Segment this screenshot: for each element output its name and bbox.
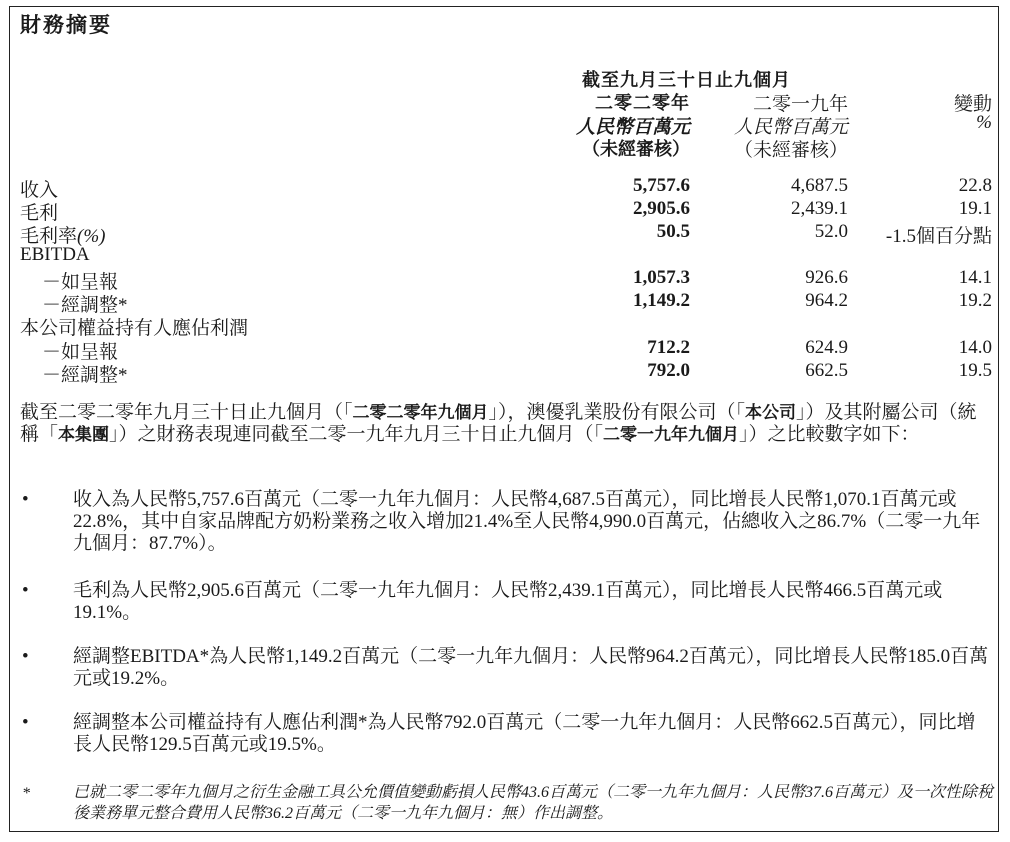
value-change: 14.0	[958, 337, 992, 358]
value-change: 19.2	[958, 290, 992, 311]
value-change: 14.1	[958, 267, 992, 288]
row-label: 毛利	[20, 203, 59, 224]
row-label: －經調整*	[42, 365, 128, 386]
value-2019: 662.5	[805, 360, 848, 381]
intro-bold: 本集團	[58, 425, 110, 445]
col-change-title: 變動	[953, 94, 992, 115]
table-row	[20, 221, 992, 247]
value-2019: 926.6	[805, 267, 848, 288]
table-row	[20, 290, 992, 316]
intro-paragraph	[20, 402, 995, 446]
table-row	[20, 360, 992, 386]
bullet-ebitda: 經調整EBITDA*為人民幣1,149.2百萬元（二零一九年九個月：人民幣964.2百萬元），同比增長人民幣185.0百萬元或19.2%。	[73, 646, 989, 689]
value-change: 22.8	[958, 175, 992, 196]
row-label-text: 毛利率	[20, 226, 78, 247]
intro-bold: 二零一九年九個月	[603, 425, 740, 445]
row-label: 本公司權益持有人應佔利潤	[20, 318, 249, 339]
value-2019: 4,687.5	[791, 175, 848, 196]
row-label: 收入	[20, 180, 59, 201]
page-title: 財務摘要	[20, 13, 112, 37]
bullet-marker: •	[22, 489, 29, 510]
intro-text: 」），澳優乳業股份有限公司（「	[488, 402, 746, 423]
value-2019: 964.2	[805, 290, 848, 311]
period-header: 截至九月三十日止九個月	[582, 70, 791, 91]
row-label: EBITDA	[20, 244, 90, 265]
value-2020: 792.0	[647, 360, 690, 381]
col-2019-unit: 人民幣百萬元	[733, 117, 848, 138]
bullet-marker: •	[22, 580, 29, 601]
table-row	[20, 337, 992, 363]
col-2019-note: （未經審核）	[733, 140, 848, 161]
intro-text: 」）之比較數字如下：	[739, 424, 920, 445]
bullet-gross-profit: 毛利為人民幣2,905.6百萬元（二零一九年九個月：人民幣2,439.1百萬元），同比增長人民幣466.5百萬元或19.1%。	[73, 580, 943, 623]
col-2020-unit: 人民幣百萬元	[575, 117, 690, 138]
intro-text: 」）及其附屬公司（統稱「	[20, 402, 977, 445]
bullet-profit: 經調整本公司權益持有人應佔利潤*為人民幣792.0百萬元（二零一九年九個月：人民幣662.5百萬元），同比增長人民幣129.5百萬元或19.5%。	[73, 712, 976, 755]
col-2020-note: （未經審核）	[582, 139, 690, 160]
table-row	[20, 267, 992, 293]
table-row	[20, 313, 992, 339]
value-change: 19.5	[958, 360, 992, 381]
table-row	[20, 198, 992, 224]
intro-text: 」）之財務表現連同截至二零一九年九月三十日止九個月（「	[109, 424, 604, 445]
table-row	[20, 175, 992, 201]
value-2020: 5,757.6	[633, 175, 690, 196]
value-2020: 50.5	[656, 221, 690, 242]
intro-bold: 二零二零年九個月	[352, 403, 489, 423]
footnote-marker: *	[22, 785, 30, 802]
value-change: 19.1	[958, 198, 992, 219]
value-2019: 52.0	[814, 221, 848, 242]
row-label: －如呈報	[42, 272, 119, 293]
value-2020: 712.2	[647, 337, 690, 358]
bullet-marker: •	[22, 712, 29, 733]
row-label-suffix: (%)	[77, 226, 106, 247]
intro-text: 截至二零二零年九月三十日止九個月（「	[20, 402, 353, 423]
value-2019: 624.9	[805, 337, 848, 358]
col-2019-year: 二零一九年	[752, 94, 848, 115]
row-label: －如呈報	[42, 342, 119, 363]
value-2020: 1,149.2	[633, 290, 690, 311]
row-label: －經調整*	[42, 295, 128, 316]
col-change-unit: %	[976, 112, 992, 133]
value-2020: 2,905.6	[633, 198, 690, 219]
intro-bold: 本公司	[745, 403, 797, 423]
footnote-text: 已就二零二零年九個月之衍生金融工具公允價值變動虧損人民幣43.6百萬元（二零一九年九個月：人民幣37.6百萬元）及一次性除稅後業務單元整合費用人民幣36.2百萬元（二零一九年九個月：無）作出調整。	[73, 784, 994, 822]
col-2020-year: 二零二零年	[595, 93, 690, 114]
bullet-revenue: 收入為人民幣5,757.6百萬元（二零一九年九個月：人民幣4,687.5百萬元），同比增長人民幣1,070.1百萬元或22.8%，其中自家品牌配方奶粉業務之收入增加21.4%至人民幣4,990.0百萬元，佔總收入之86.7%（二零一九年九個月：87.7%）。	[73, 489, 981, 554]
value-2019: 2,439.1	[791, 198, 848, 219]
value-change: -1.5個百分點	[885, 226, 992, 247]
value-2020: 1,057.3	[633, 267, 690, 288]
table-row	[20, 244, 992, 265]
bullet-marker: •	[22, 646, 29, 667]
